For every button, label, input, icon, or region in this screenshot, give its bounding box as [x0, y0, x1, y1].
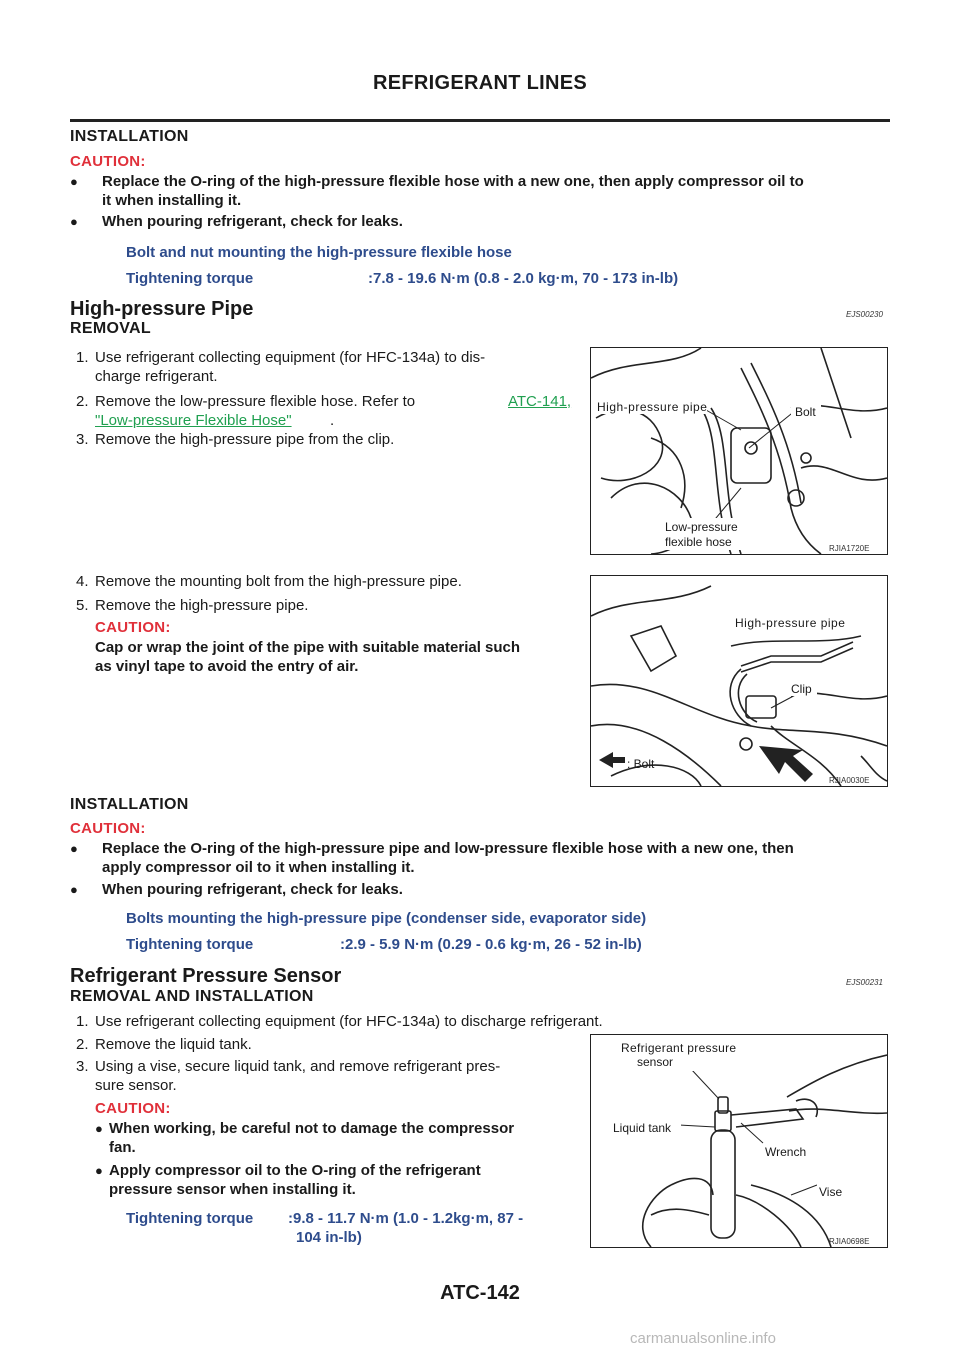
page-number: ATC-142: [440, 1282, 520, 1304]
spec-title: Bolt and nut mounting the high-pressure flexible hose: [126, 244, 512, 261]
figure-high-pressure-pipe-clip: [590, 575, 888, 787]
removal-installation-heading: REMOVAL AND INSTALLATION: [70, 988, 314, 1005]
spec-label: Tightening torque: [126, 1210, 254, 1227]
section-code: EJS00231: [846, 978, 883, 987]
spec-label: Tightening torque: [126, 270, 254, 287]
step-4: 4. Remove the mounting bolt from the high-pressure pipe.: [76, 573, 462, 590]
figure-high-pressure-pipe-bolt: [590, 347, 888, 555]
sensor-vise-illustration: [591, 1035, 887, 1247]
atc-141-link[interactable]: ATC-141,: [508, 393, 572, 410]
spec-value-cont: 104 in-lb): [296, 1229, 362, 1246]
spec-value: :9.8 - 11.7 N·m (1.0 - 1.2kg·m, 87 -: [288, 1210, 524, 1227]
engine-bay-illustration: [591, 348, 887, 554]
label-clip: Clip: [791, 682, 812, 696]
caution-label: CAUTION:: [95, 1100, 171, 1117]
caution-bullet: ● Replace the O-ring of the high-pressure pipe and low-pressure flexible hose with a new one, then: [70, 840, 794, 857]
caution-label: CAUTION:: [70, 820, 146, 837]
watermark: carmanualsonline.info: [630, 1330, 776, 1347]
low-pressure-hose-link[interactable]: "Low-pressure Flexible Hose": [95, 412, 292, 429]
label-sensor: sensor: [637, 1055, 674, 1069]
spec-title: Bolts mounting the high-pressure pipe (condenser side, evaporator side): [126, 910, 647, 927]
caution-label: CAUTION:: [95, 619, 171, 636]
caution-bullet: ● Apply compressor oil to the O-ring of the refrigerant pressure sensor when installing it.: [95, 1162, 481, 1198]
label-liquid-tank: Liquid tank: [613, 1121, 672, 1135]
bullet-icon: ●: [70, 174, 78, 189]
removal-heading: REMOVAL: [70, 320, 151, 337]
caution-bullet: ● When working, be careful not to damage the compressor fan.: [95, 1120, 515, 1156]
step-3: 3. Remove the high-pressure pipe from the clip.: [76, 431, 395, 448]
section-title: Refrigerant Pressure Sensor: [70, 965, 342, 987]
section-code: EJS00230: [846, 310, 883, 319]
caution-label: CAUTION:: [70, 153, 146, 170]
step-2: 2. Remove the liquid tank.: [76, 1036, 252, 1053]
pipe-clip-illustration: [591, 576, 887, 786]
label-flexible-hose: flexible hose: [665, 535, 732, 549]
caution-bullet: ● When pouring refrigerant, check for leaks.: [70, 213, 403, 230]
spec-value: :2.9 - 5.9 N·m (0.29 - 0.6 kg·m, 26 - 52 in-lb): [340, 936, 642, 953]
spec-value: :7.8 - 19.6 N·m (0.8 - 2.0 kg·m, 70 - 173 in-lb): [368, 270, 679, 287]
bullet-icon: ●: [95, 1121, 103, 1136]
installation-heading: INSTALLATION: [70, 796, 189, 813]
bullet-icon: ●: [70, 882, 78, 897]
caution-bullet-cont: it when installing it.: [102, 192, 242, 209]
label-bolt: Bolt: [795, 405, 816, 419]
section-title: High-pressure Pipe: [70, 298, 254, 320]
page-header-title: REFRIGERANT LINES: [373, 72, 587, 94]
bullet-icon: ●: [95, 1163, 103, 1178]
bullet-icon: ●: [70, 214, 78, 229]
label-vise: Vise: [819, 1185, 843, 1199]
installation-heading: INSTALLATION: [70, 128, 189, 145]
label-low-pressure: Low-pressure: [665, 520, 738, 534]
label-bolt-legend: : Bolt: [627, 757, 655, 771]
label-refrigerant-pressure: Refrigerant pressure: [621, 1041, 737, 1055]
label-high-pressure-pipe: High-pressure pipe: [597, 400, 708, 414]
step-1: 1. Use refrigerant collecting equipment (for HFC-134a) to dis- charge refrigerant.: [76, 349, 486, 385]
caution-bullet-cont: apply compressor oil to it when installing it.: [102, 859, 415, 876]
caution-bullet: ● Replace the O-ring of the high-pressure flexible hose with a new one, then apply compressor oil to: [70, 173, 804, 190]
label-high-pressure-pipe: High-pressure pipe: [735, 616, 846, 630]
step-5: 5. Remove the high-pressure pipe.: [76, 597, 309, 614]
caution-bullet: ● When pouring refrigerant, check for leaks.: [70, 881, 403, 898]
step-2: 2. Remove the low-pressure flexible hose. Refer to ATC-141, "Low-pressure Flexible Hose" .: [76, 393, 572, 429]
header-divider: [70, 119, 890, 122]
step-3: 3. Using a vise, secure liquid tank, and remove refrigerant pres- sure sensor.: [76, 1058, 501, 1094]
figure-code: RJIA1720E: [829, 544, 870, 553]
spec-label: Tightening torque: [126, 936, 254, 953]
step-1: 1. Use refrigerant collecting equipment (for HFC-134a) to discharge refrigerant.: [76, 1013, 603, 1030]
figure-code: RJIA0030E: [829, 776, 870, 785]
bullet-icon: ●: [70, 841, 78, 856]
label-wrench: Wrench: [765, 1145, 807, 1159]
figure-refrigerant-pressure-sensor: [590, 1034, 888, 1248]
figure-code: RJIA0698E: [829, 1237, 870, 1246]
caution-text: Cap or wrap the joint of the pipe with suitable material such as vinyl tape to avoid the entry of air.: [95, 639, 521, 675]
